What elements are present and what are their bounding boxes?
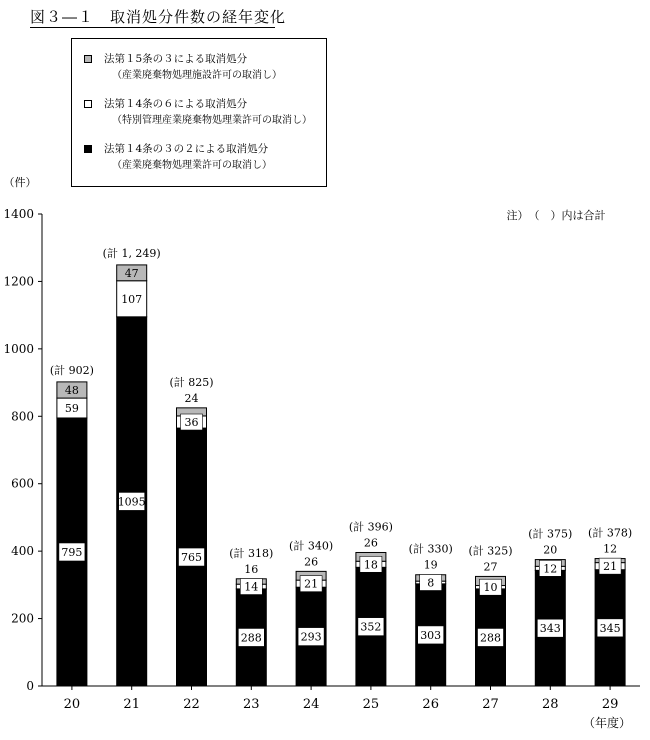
legend-label-special: 法第１4条の６による取消処分 [104,98,248,110]
x-tick-label: 21 [123,697,140,712]
x-axis-label: （年度） [582,716,632,730]
total-label: (計 340) [289,539,334,553]
y-axis-label: （件） [3,176,37,189]
legend-sub-facility: （産業廃棄物処理施設許可の取消し） [112,70,282,81]
y-tick-label: 600 [11,476,34,491]
data-label: 343 [539,622,561,636]
data-label: 293 [300,630,322,644]
y-tick-label: 200 [11,611,34,626]
data-label: 27 [483,560,498,574]
x-tick-label: 29 [601,697,619,712]
legend-label-facility: 法第１5条の３による取消処分 [104,53,248,65]
legend-label-business: 法第１4条の３の２による取消処分 [104,143,269,155]
data-label: 18 [363,558,378,572]
y-tick-label: 400 [11,544,34,559]
data-label: 288 [480,631,501,645]
x-tick-label: 26 [422,697,439,712]
data-label: 12 [543,562,558,576]
x-tick-label: 27 [482,697,499,712]
data-label: 21 [304,577,319,591]
x-tick-label: 24 [302,697,320,712]
data-label: 12 [603,542,618,556]
total-label: (計 396) [348,520,393,534]
y-tick-label: 1000 [3,341,34,356]
data-label: 1095 [117,495,146,509]
total-label: (計 325) [468,544,513,558]
total-label: (計 1, 249) [102,246,161,260]
data-label: 26 [363,536,378,550]
x-tick-label: 20 [63,697,81,712]
y-tick-label: 1400 [3,207,34,221]
x-tick-label: 22 [183,697,200,712]
data-label: 352 [360,620,382,634]
data-label: 16 [244,562,259,576]
data-label: 36 [184,416,199,430]
total-label: (計 825) [169,375,214,389]
x-tick-label: 25 [362,697,380,712]
data-label: 26 [304,555,319,569]
chart-note: 注） （ ）内は合計 [506,209,606,222]
data-label: 107 [121,292,143,306]
y-tick-label: 0 [26,679,34,693]
total-label: (計 378) [588,526,633,540]
data-label: 59 [64,402,79,416]
chart-title: 図３―１ 取消処分件数の経年変化 [30,8,287,26]
data-label: 19 [423,558,438,572]
data-label: 765 [181,551,202,565]
data-label: 47 [124,266,139,280]
data-label: 8 [427,576,435,590]
data-label: 48 [64,383,79,397]
legend-sub-special: （特別管理産業廃棄物処理業許可の取消し） [112,115,312,126]
data-label: 345 [599,621,621,635]
y-tick-label: 800 [11,409,34,424]
data-label: 288 [240,631,262,645]
total-label: (計 375) [528,527,573,541]
total-label: (計 318) [229,546,274,560]
data-label: 303 [420,628,442,642]
data-label: 10 [483,581,498,595]
data-label: 795 [61,545,83,559]
data-label: 21 [603,560,618,574]
data-label: 20 [543,543,558,557]
total-label: (計 902) [49,363,94,377]
data-label: 24 [184,391,199,405]
total-label: (計 330) [408,542,453,556]
x-tick-label: 23 [243,697,260,712]
x-tick-label: 28 [542,697,559,712]
y-tick-label: 1200 [3,274,34,289]
legend-sub-business: （産業廃棄物処理業許可の取消し） [112,160,272,171]
data-label: 14 [244,580,259,594]
